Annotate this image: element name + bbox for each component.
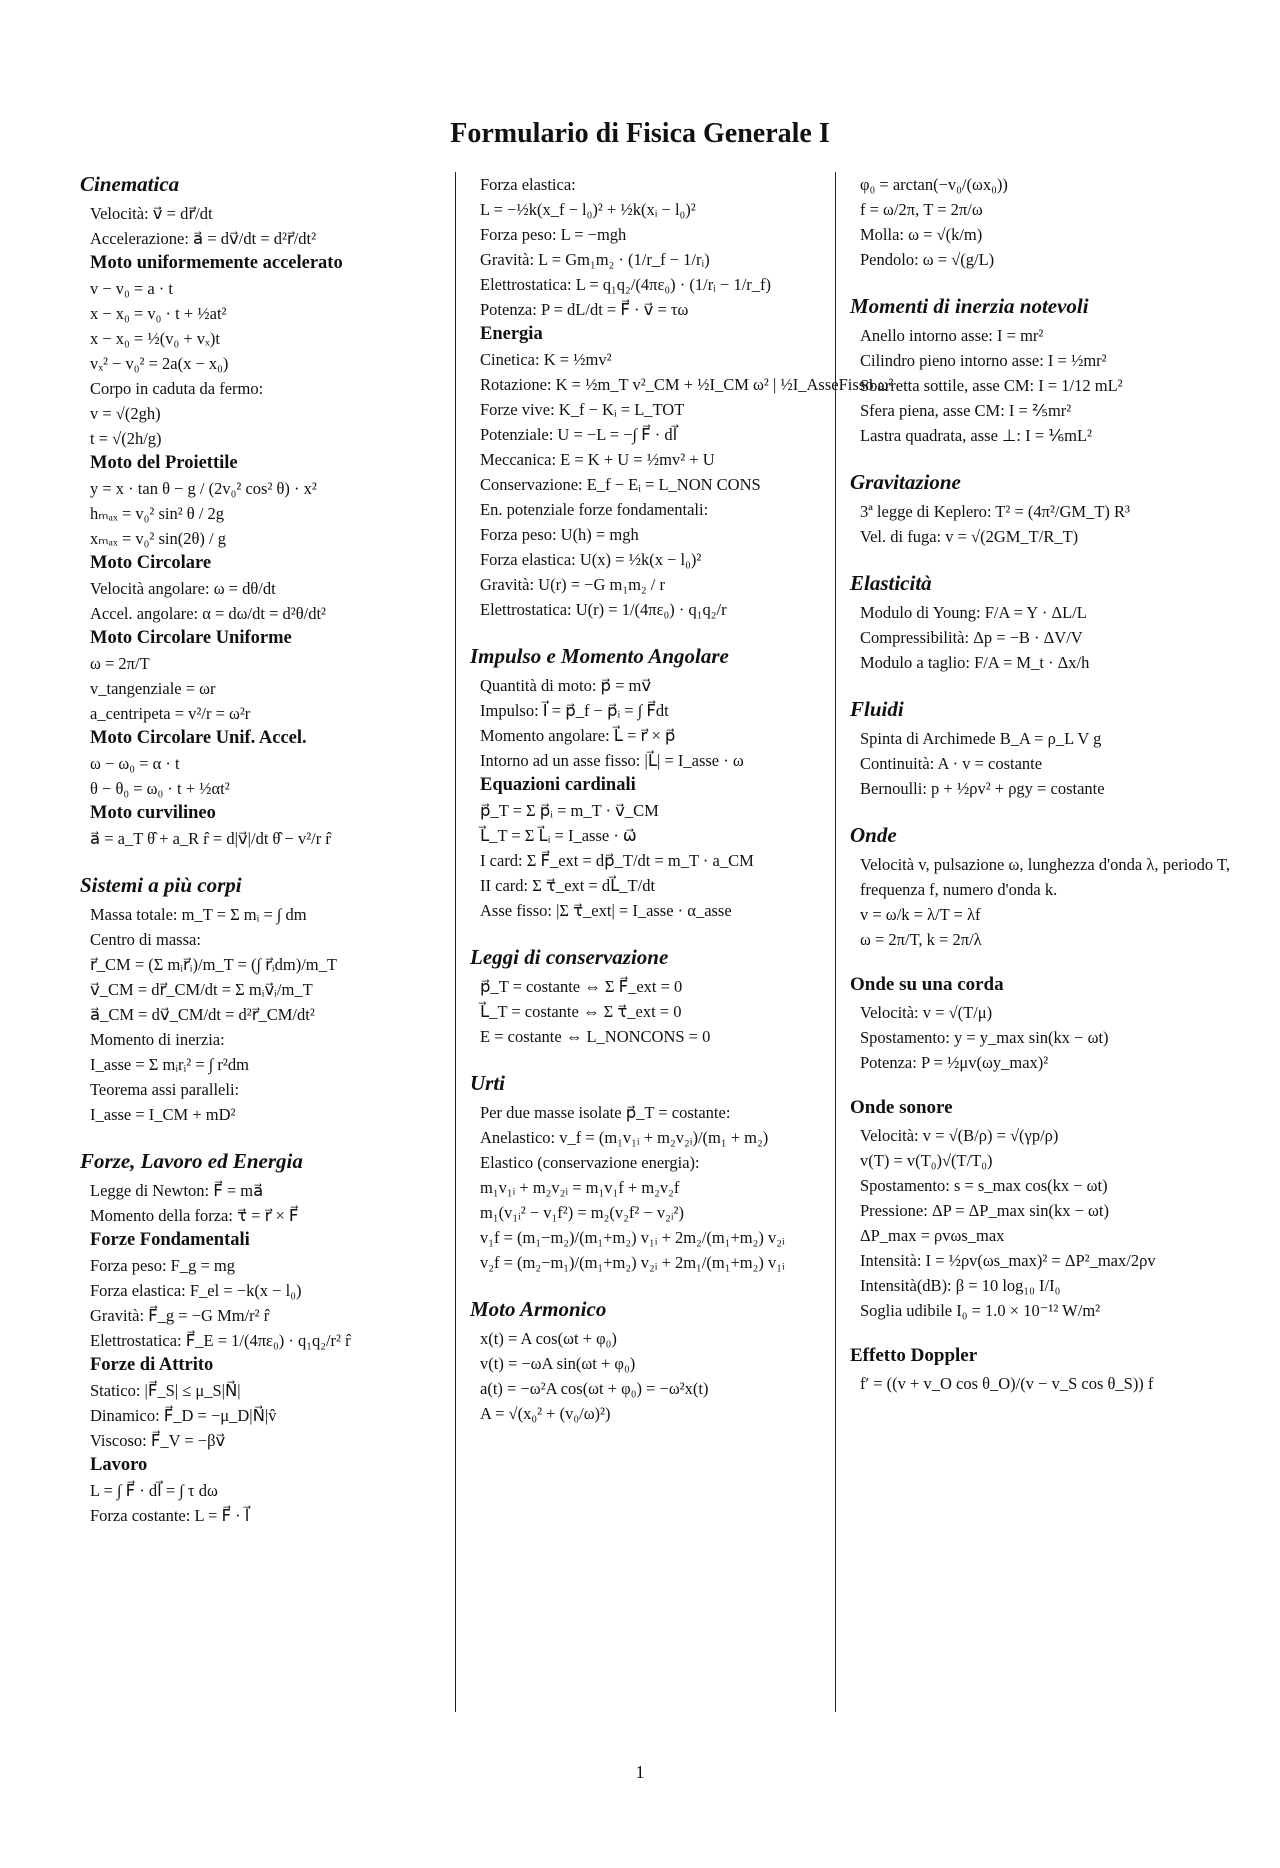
formula-line: 3ª legge di Keplero: T² = (4π²/GM_T) R³: [860, 502, 1130, 521]
formula-line: m₁(v₁ᵢ² − v₁f²) = m₂(v₂f² − v₂ᵢ²): [480, 1203, 685, 1222]
formula-line: v⃗_CM = dr⃗_CM/dt = Σ mᵢv⃗ᵢ/m_T: [90, 980, 313, 999]
section-title: Elasticità: [850, 571, 932, 595]
formula-line: E = costante ⇔ L_NONCONS = 0: [480, 1027, 711, 1046]
formula-line: Molla: ω = √(k/m): [860, 225, 983, 244]
formula-section: [470, 644, 830, 923]
formula-line: Velocità: v = √(T/μ): [860, 1003, 993, 1022]
formula-line: Velocità angolare: ω = dθ/dt: [90, 579, 276, 598]
subsection-title: Moto curvilineo: [90, 803, 216, 823]
formula-line: Forza costante: L = F⃗ · l⃗: [90, 1506, 250, 1525]
section-title: Sistemi a più corpi: [80, 873, 242, 897]
section-title: Momenti di inerzia notevoli: [850, 294, 1089, 318]
formula-section: [850, 470, 1230, 549]
formula-line: Conservazione: E_f − Eᵢ = L_NON CONS: [480, 475, 761, 494]
formula-line: Intorno ad un asse fisso: |L⃗| = I_asse · ω: [480, 751, 744, 770]
formula-line: L⃗_T = costante ⇔ Σ τ⃗_ext = 0: [480, 1002, 682, 1021]
column-divider: [835, 172, 836, 1712]
section-title: Moto Armonico: [470, 1297, 607, 1321]
formula-section: [470, 1071, 830, 1275]
formula-line: xₘₐₓ = v₀² sin(2θ) / g: [90, 529, 226, 548]
column-divider: [455, 172, 456, 1712]
subsection-title: Forze Fondamentali: [90, 1230, 250, 1250]
formula-line: r⃗_CM = (Σ mᵢr⃗ᵢ)/m_T = (∫ r⃗ᵢdm)/m_T: [90, 955, 337, 974]
subsection-title: Moto Circolare Uniforme: [90, 628, 292, 648]
formula-line: Statico: |F⃗_S| ≤ μ_S|N⃗|: [90, 1381, 241, 1400]
formula-line: Pendolo: ω = √(g/L): [860, 250, 995, 269]
formula-line: I_asse = Σ mᵢrᵢ² = ∫ r²dm: [90, 1055, 249, 1074]
formula-line: m₁v₁ᵢ + m₂v₂ᵢ = m₁v₁f + m₂v₂f: [480, 1178, 680, 1197]
formula-section: [470, 1297, 830, 1426]
formula-line: Bernoulli: p + ½ρv² + ρgy = costante: [860, 779, 1105, 798]
formula-line: Forza elastica: F_el = −k(x − l₀): [90, 1281, 302, 1300]
formula-line: Compressibilità: Δp = −B · ΔV/V: [860, 628, 1083, 647]
formula-line: v₂f = (m₂−m₁)/(m₁+m₂) v₂ᵢ + 2m₁/(m₁+m₂) v₁ᵢ: [480, 1253, 785, 1272]
formula-line: Accelerazione: a⃗ = dv⃗/dt = d²r⃗/dt²: [90, 229, 317, 248]
formula-line: Forza elastica:: [480, 175, 576, 194]
formula-section: [850, 1097, 1230, 1323]
formula-line: Soglia udibile I₀ = 1.0 × 10⁻¹² W/m²: [860, 1301, 1101, 1320]
formula-line: Accel. angolare: α = dω/dt = d²θ/dt²: [90, 604, 326, 623]
formula-section: [470, 945, 830, 1049]
section-title: Onde su una corda: [850, 974, 1004, 995]
section-title: Urti: [470, 1071, 506, 1095]
section-title: Fluidi: [850, 697, 904, 721]
formula-line: Pressione: ΔP = ΔP_max sin(kx − ωt): [860, 1201, 1109, 1220]
formula-line: Velocità: v = √(B/ρ) = √(γp/ρ): [860, 1126, 1059, 1145]
formula-line: Forza peso: U(h) = mgh: [480, 525, 639, 544]
formula-line: Spostamento: y = y_max sin(kx − ωt): [860, 1028, 1109, 1047]
formula-line: Elettrostatica: L = q₁q₂/(4πε₀) · (1/rᵢ − 1/r_f): [480, 275, 772, 294]
section-title: Gravitazione: [850, 470, 961, 494]
formula-line: Momento di inerzia:: [90, 1030, 225, 1049]
section-title: Impulso e Momento Angolare: [470, 644, 729, 668]
section-title: Leggi di conservazione: [470, 945, 669, 969]
formula-line: Continuità: A · v = costante: [860, 754, 1043, 773]
formula-section: [850, 1345, 1230, 1396]
formula-line: ω = 2π/T: [90, 654, 150, 673]
formula-line: a⃗ = a_T θ̂ + a_R r̂ = d|v⃗|/dt θ̂ − v²/r r̂: [90, 829, 331, 848]
formula-line: a⃗_CM = dv⃗_CM/dt = d²r⃗_CM/dt²: [90, 1005, 315, 1024]
formula-line: A = √(x₀² + (v₀/ω)²): [480, 1404, 611, 1423]
formula-line: II card: Σ τ⃗_ext = dL⃗_T/dt: [480, 876, 656, 895]
formula-line: L⃗_T = Σ L⃗ᵢ = I_asse · ω⃗: [480, 826, 637, 845]
formula-line: Momento angolare: L⃗ = r⃗ × p⃗: [480, 726, 676, 745]
formula-line: v₁f = (m₁−m₂)/(m₁+m₂) v₁ᵢ + 2m₂/(m₁+m₂) v₂ᵢ: [480, 1228, 785, 1247]
formula-line: θ − θ₀ = ω₀ · t + ½αt²: [90, 779, 230, 798]
formula-line: Meccanica: E = K + U = ½mv² + U: [480, 450, 715, 469]
formula-line: Spinta di Archimede B_A = ρ_L V g: [860, 729, 1102, 748]
subsection-title: Equazioni cardinali: [480, 775, 636, 795]
subsection-title: Moto Circolare Unif. Accel.: [90, 728, 307, 748]
formula-line: Gravità: U(r) = −G m₁m₂ / r: [480, 575, 665, 594]
page-number: 1: [635, 1762, 645, 1782]
subsection-title: Forze di Attrito: [90, 1355, 214, 1375]
formula-line: hₘₐₓ = v₀² sin² θ / 2g: [90, 504, 225, 523]
formula-section: [850, 974, 1230, 1075]
formula-line: Legge di Newton: F⃗ = ma⃗: [90, 1181, 264, 1200]
formula-line: Sbarretta sottile, asse CM: I = 1/12 mL²: [860, 376, 1123, 395]
formula-line: Rotazione: K = ½m_T v²_CM + ½I_CM ω² | ½I_AsseFisso ω²: [480, 375, 894, 394]
formula-line: I_asse = I_CM + mD²: [90, 1105, 236, 1124]
formula-line: Elettrostatica: U(r) = 1/(4πε₀) · q₁q₂/r: [480, 600, 727, 619]
formula-line: Cinetica: K = ½mv²: [480, 350, 612, 369]
formula-line: Dinamico: F⃗_D = −μ_D|N⃗|v̂: [90, 1406, 277, 1425]
formula-line: En. potenziale forze fondamentali:: [480, 500, 709, 519]
formula-section: [850, 697, 1230, 801]
subsection-title: Moto del Proiettile: [90, 453, 238, 473]
formula-line: Viscoso: F⃗_V = −βv⃗: [90, 1431, 226, 1450]
formula-line: Forza peso: F_g = mg: [90, 1256, 235, 1275]
formula-line: L = −½k(x_f − l₀)² + ½k(xᵢ − l₀)²: [480, 200, 696, 219]
formula-line: Potenza: P = dL/dt = F⃗ · v⃗ = τω: [480, 300, 689, 319]
formula-line: Sfera piena, asse CM: I = ⅖mr²: [860, 401, 1072, 420]
subsection-title: Moto uniformemente accelerato: [90, 253, 343, 273]
formula-line: v(t) = −ωA sin(ωt + φ₀): [480, 1354, 636, 1373]
section-title: Onde: [850, 823, 897, 847]
formula-section: [80, 873, 450, 1127]
formula-line: φ₀ = arctan(−v₀/(ωx₀)): [860, 175, 1008, 194]
formula-section: [80, 172, 450, 851]
section-title: Onde sonore: [850, 1097, 953, 1118]
formula-line: Corpo in caduta da fermo:: [90, 379, 264, 398]
formula-line: vₓ² − v₀² = 2a(x − x₀): [90, 354, 229, 373]
formula-line: Vel. di fuga: v = √(2GM_T/R_T): [860, 527, 1079, 546]
formula-line: x − x₀ = ½(v₀ + vₓ)t: [90, 329, 220, 348]
formula-line: Potenza: P = ½μv(ωy_max)²: [860, 1053, 1049, 1072]
formula-line: Gravità: F⃗_g = −G Mm/r² r̂: [90, 1306, 270, 1325]
formula-line: Teorema assi paralleli:: [90, 1080, 240, 1099]
formula-line: Forza peso: L = −mgh: [480, 225, 627, 244]
formula-line: Momento della forza: τ⃗ = r⃗ × F⃗: [90, 1206, 299, 1225]
section-title: Forze, Lavoro ed Energia: [80, 1149, 303, 1173]
section-title: Cinematica: [80, 172, 180, 196]
formula-line: Gravità: L = Gm₁m₂ · (1/r_f − 1/rᵢ): [480, 250, 710, 269]
formula-line: v_tangenziale = ωr: [90, 679, 216, 698]
formula-line: Lastra quadrata, asse ⊥: I = ⅙mL²: [860, 426, 1092, 445]
subsection-title: Moto Circolare: [90, 553, 212, 573]
page-title: Formulario di Fisica Generale I: [450, 118, 830, 149]
formula-line: Quantità di moto: p⃗ = mv⃗: [480, 676, 652, 695]
formula-line: Centro di massa:: [90, 930, 201, 949]
formula-line: Impulso: I⃗ = p⃗_f − p⃗ᵢ = ∫ F⃗dt: [480, 701, 669, 720]
section-title: Effetto Doppler: [850, 1345, 978, 1366]
formula-line: ω − ω₀ = α · t: [90, 754, 180, 773]
formula-line: a_centripeta = v²/r = ω²r: [90, 704, 251, 723]
formula-line: ω = 2π/T, k = 2π/λ: [860, 930, 982, 949]
formula-line: I card: Σ F⃗_ext = dp⃗_T/dt = m_T · a_CM: [480, 851, 754, 870]
formula-line: ΔP_max = ρvωs_max: [860, 1226, 1005, 1245]
formula-line: Anelastico: v_f = (m₁v₁ᵢ + m₂v₂ᵢ)/(m₁ + m₂): [480, 1128, 769, 1147]
formula-line: v − v₀ = a · t: [90, 279, 174, 298]
formula-line: Velocità: v⃗ = dr⃗/dt: [90, 204, 213, 223]
formula-line: v = √(2gh): [90, 404, 161, 423]
formula-line: Forze vive: K_f − Kᵢ = L_TOT: [480, 400, 685, 419]
formula-line: Asse fisso: |Σ τ⃗_ext| = I_asse · α_asse: [480, 901, 732, 920]
formula-section: [850, 172, 1230, 272]
formula-line: Spostamento: s = s_max cos(kx − ωt): [860, 1176, 1108, 1195]
formula-line: Elastico (conservazione energia):: [480, 1153, 700, 1172]
formula-line: Intensità: I = ½ρv(ωs_max)² = ΔP²_max/2ρv: [860, 1251, 1156, 1270]
formula-line: t = √(2h/g): [90, 429, 162, 448]
formula-section: [850, 294, 1230, 448]
formula-line: Forza elastica: U(x) = ½k(x − l₀)²: [480, 550, 702, 569]
column-1: [80, 172, 450, 1550]
formula-line: Intensità(dB): β = 10 log₁₀ I/I₀: [860, 1276, 1061, 1295]
formula-line: f′ = ((v + v_O cos θ_O)/(v − v_S cos θ_S)) f: [860, 1374, 1154, 1393]
formula-line: x(t) = A cos(ωt + φ₀): [480, 1329, 617, 1348]
formula-line: v = ω/k = λ/T = λf: [860, 905, 981, 924]
formula-line: x − x₀ = v₀ · t + ½at²: [90, 304, 227, 323]
subsection-title: Energia: [480, 324, 543, 344]
formula-section: [80, 1149, 450, 1528]
formula-line: Modulo a taglio: F/A = M_t · Δx/h: [860, 653, 1090, 672]
formula-section: [850, 823, 1230, 952]
column-3: [850, 172, 1230, 1418]
formula-line: a(t) = −ω²A cos(ωt + φ₀) = −ω²x(t): [480, 1379, 709, 1398]
formula-line: y = x · tan θ − g / (2v₀² cos² θ) · x²: [90, 479, 317, 498]
formula-line: Cilindro pieno intorno asse: I = ½mr²: [860, 351, 1107, 370]
formula-line: p⃗_T = Σ p⃗ᵢ = m_T · v⃗_CM: [480, 801, 659, 820]
formula-line: L = ∫ F⃗ · dl⃗ = ∫ τ dω: [90, 1481, 218, 1500]
formula-line: Elettrostatica: F⃗_E = 1/(4πε₀) · q₁q₂/r² r̂: [90, 1331, 351, 1350]
formula-line: Anello intorno asse: I = mr²: [860, 326, 1044, 345]
formula-section: [850, 571, 1230, 675]
formula-line: p⃗_T = costante ⇔ Σ F⃗_ext = 0: [480, 977, 683, 996]
formula-line: Modulo di Young: F/A = Y · ΔL/L: [860, 603, 1087, 622]
subsection-title: Lavoro: [90, 1455, 148, 1475]
section-description: Velocità v, pulsazione ω, lunghezza d'onda λ, periodo T, frequenza f, numero d'onda k.: [860, 855, 1230, 899]
formula-line: v(T) = v(T₀)√(T/T₀): [860, 1151, 993, 1170]
formula-line: Potenziale: U = −L = −∫ F⃗ · dl⃗: [480, 425, 678, 444]
formula-line: Per due masse isolate p⃗_T = costante:: [480, 1103, 731, 1122]
formula-line: Massa totale: m_T = Σ mᵢ = ∫ dm: [90, 905, 307, 924]
formula-line: f = ω/2π, T = 2π/ω: [860, 200, 983, 219]
